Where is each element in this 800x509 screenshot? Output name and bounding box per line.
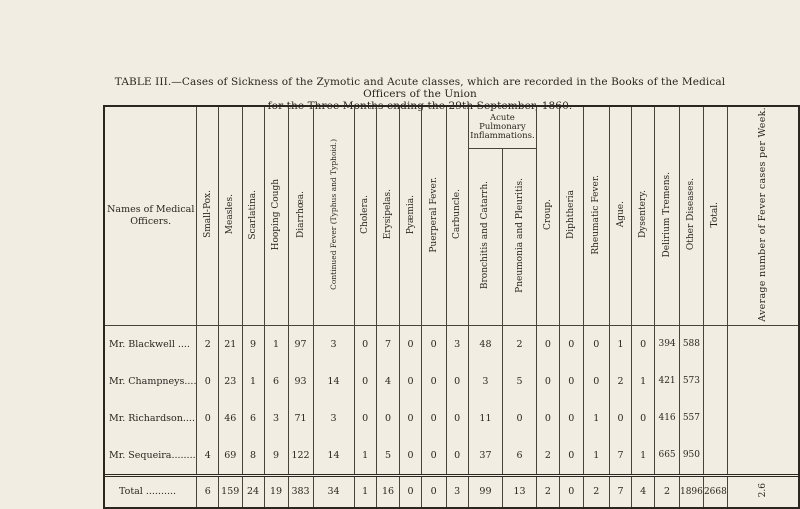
col-header: Bronchitis and Catarrh.	[468, 148, 502, 325]
title-lead: TABLE III.	[114, 76, 172, 88]
col-header: Croup.	[536, 107, 559, 325]
cell-value: 0	[421, 400, 446, 437]
total-row	[105, 475, 798, 507]
cell-value: 46	[218, 400, 242, 437]
cell-value: 97	[288, 325, 313, 363]
col-header: Cholera.	[354, 107, 376, 325]
col-header: Delirium Tremens.	[655, 107, 680, 325]
cell-value: 0	[559, 363, 583, 400]
cell-value: 665	[655, 437, 680, 476]
total-value: 2	[536, 475, 559, 507]
cell-value: 0	[609, 400, 631, 437]
cell-value: 2	[609, 363, 631, 400]
total-value: 2668	[703, 475, 727, 507]
title-line1: —Cases of Sickness of the Zymotic and Acute classes, which are recorded in the Books of the Medical Officers of the Union	[171, 76, 726, 100]
sickness-table	[105, 107, 798, 507]
cell-value: 0	[197, 400, 219, 437]
cell-value: 2	[536, 437, 559, 476]
col-header: Other Diseases.	[679, 107, 703, 325]
cell-value: 122	[288, 437, 313, 476]
cell-value: 4	[197, 437, 219, 476]
cell-value: 11	[468, 400, 502, 437]
cell-value: 3	[264, 400, 288, 437]
cell-value: 0	[632, 400, 655, 437]
cell-value: 37	[468, 437, 502, 476]
cell-value: 71	[288, 400, 313, 437]
cell-value: 93	[288, 363, 313, 400]
cell-value: 9	[264, 437, 288, 476]
cell-value: 14	[313, 437, 354, 476]
col-header: Ague.	[609, 107, 631, 325]
cell-value: 5	[376, 437, 400, 476]
cell-value: 0	[583, 363, 609, 400]
cell-value: 6	[503, 437, 537, 476]
total-value: 16	[376, 475, 400, 507]
cell-value: 0	[559, 437, 583, 476]
col-header: Puerperal Fever.	[421, 107, 446, 325]
total-value: 4	[632, 475, 655, 507]
cell-value: 0	[583, 325, 609, 363]
cell-value: 588	[679, 325, 703, 363]
cell-value: 6	[264, 363, 288, 400]
cell-value: 0	[446, 363, 468, 400]
cell-value: 1	[583, 437, 609, 476]
cell-value: 0	[536, 363, 559, 400]
cell-value: 0	[400, 363, 422, 400]
table-row	[105, 437, 798, 476]
cell-value: 1	[354, 437, 376, 476]
cell-value: 0	[354, 325, 376, 363]
total-value: 19	[264, 475, 288, 507]
total-value: 383	[288, 475, 313, 507]
cell-value: 1	[264, 325, 288, 363]
cell-value: 1	[583, 400, 609, 437]
total-value: 2	[583, 475, 609, 507]
cell-value: 9	[242, 325, 264, 363]
cell-value: 69	[218, 437, 242, 476]
cell-value: 1	[632, 437, 655, 476]
title-line2: for the Three Months ending the 29th September, 1860.	[267, 100, 573, 112]
cell-value: 23	[218, 363, 242, 400]
col-header: Measles.	[218, 107, 242, 325]
cell-value: 4	[376, 363, 400, 400]
group-header: Acute Pulmonary Inflammations.	[468, 107, 536, 148]
col-header: Carbuncle.	[446, 107, 468, 325]
cell-value: 0	[632, 325, 655, 363]
total-label: Total ..........	[105, 475, 197, 507]
total-value: 1896	[679, 475, 703, 507]
cell-value: 6	[242, 400, 264, 437]
col-header: Dysentery.	[632, 107, 655, 325]
total-value: 3	[446, 475, 468, 507]
blank-cell	[703, 325, 727, 363]
cell-value: 0	[376, 400, 400, 437]
cell-value: 0	[446, 400, 468, 437]
col-header: Hooping Cough	[264, 107, 288, 325]
total-value: 0	[400, 475, 422, 507]
col-header: Erysipelas.	[376, 107, 400, 325]
names-header: Names of Medical Officers.	[105, 107, 197, 325]
blank-cell	[703, 437, 727, 476]
cell-value: 0	[400, 437, 422, 476]
blank-cell	[703, 363, 727, 400]
table-row	[105, 325, 798, 363]
total-value: 2	[655, 475, 680, 507]
average-value: 2.6	[727, 475, 798, 507]
total-value: 0	[421, 475, 446, 507]
cell-value: 0	[503, 400, 537, 437]
cell-value: 0	[536, 400, 559, 437]
cell-value: 557	[679, 400, 703, 437]
officer-name: Mr. Richardson....	[105, 400, 197, 437]
cell-value: 0	[446, 437, 468, 476]
table-row	[105, 400, 798, 437]
officer-name: Mr. Champneys....	[105, 363, 197, 400]
cell-value: 0	[400, 400, 422, 437]
cell-value: 1	[632, 363, 655, 400]
col-header: Pneumonia and Pleuritis.	[503, 148, 537, 325]
cell-value: 0	[559, 325, 583, 363]
total-value: 34	[313, 475, 354, 507]
average-header: Average number of Fever cases per Week.	[727, 107, 798, 325]
cell-value: 48	[468, 325, 502, 363]
col-header: Total.	[703, 107, 727, 325]
sickness-table-frame	[103, 105, 800, 509]
cell-value: 7	[376, 325, 400, 363]
col-header: Pyæmia.	[400, 107, 422, 325]
cell-value: 0	[354, 363, 376, 400]
officer-name: Mr. Sequeira........	[105, 437, 197, 476]
cell-value: 0	[421, 363, 446, 400]
table-row	[105, 363, 798, 400]
officer-name: Mr. Blackwell ....	[105, 325, 197, 363]
cell-value: 14	[313, 363, 354, 400]
cell-value: 8	[242, 437, 264, 476]
col-header: Diphtheria	[559, 107, 583, 325]
cell-value: 1	[242, 363, 264, 400]
cell-value: 3	[446, 325, 468, 363]
total-value: 6	[197, 475, 219, 507]
col-header: Scarlatina.	[242, 107, 264, 325]
total-value: 7	[609, 475, 631, 507]
cell-value: 2	[197, 325, 219, 363]
total-value: 13	[503, 475, 537, 507]
cell-value: 394	[655, 325, 680, 363]
cell-value: 416	[655, 400, 680, 437]
cell-value: 3	[313, 325, 354, 363]
cell-value: 5	[503, 363, 537, 400]
total-value: 99	[468, 475, 502, 507]
cell-value: 0	[354, 400, 376, 437]
col-header: Rheumatic Fever.	[583, 107, 609, 325]
total-value: 24	[242, 475, 264, 507]
cell-value: 421	[655, 363, 680, 400]
cell-value: 0	[421, 437, 446, 476]
cell-value: 2	[503, 325, 537, 363]
total-value: 1	[354, 475, 376, 507]
col-header: Small-Pox.	[197, 107, 219, 325]
cell-value: 1	[609, 325, 631, 363]
cell-value: 7	[609, 437, 631, 476]
total-value: 159	[218, 475, 242, 507]
col-header: Continued Fever (Typhus and Typhoid.)	[313, 107, 354, 325]
cell-value: 21	[218, 325, 242, 363]
cell-value: 0	[536, 325, 559, 363]
cell-value: 0	[400, 325, 422, 363]
cell-value: 950	[679, 437, 703, 476]
cell-value: 0	[559, 400, 583, 437]
cell-value: 3	[313, 400, 354, 437]
cell-value: 3	[468, 363, 502, 400]
blank-cell	[703, 400, 727, 437]
cell-value: 0	[421, 325, 446, 363]
col-header: Diarrhœa.	[288, 107, 313, 325]
cell-value: 573	[679, 363, 703, 400]
total-value: 0	[559, 475, 583, 507]
cell-value: 0	[197, 363, 219, 400]
